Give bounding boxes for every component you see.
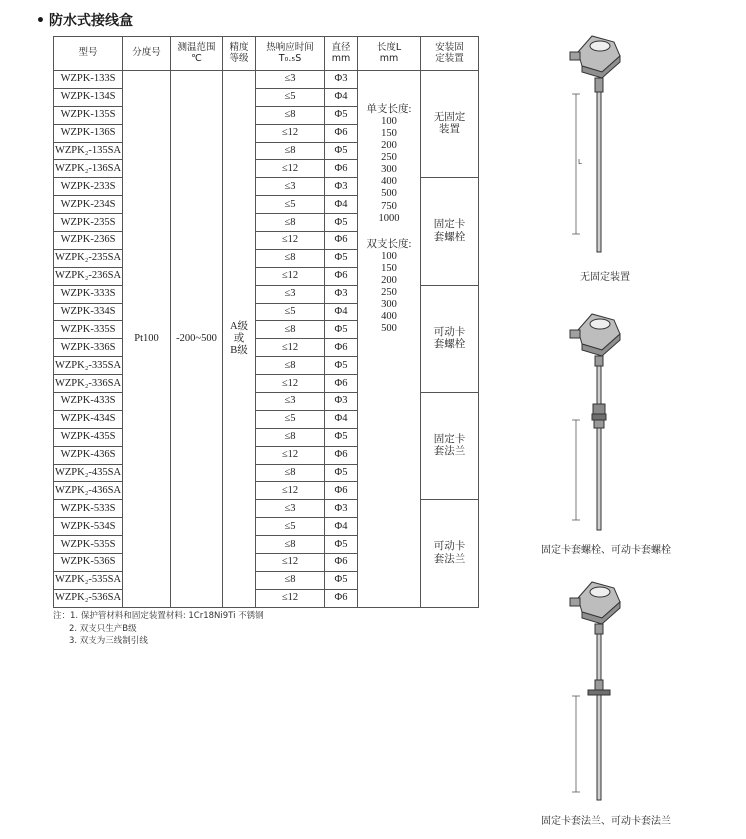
diameter-cell: Φ3 (325, 500, 358, 518)
model-cell: WZPK-336S (54, 339, 123, 357)
model-cell: WZPK-334S (54, 303, 123, 321)
response-cell: ≤12 (256, 446, 325, 464)
model-cell: WZPK-136S (54, 124, 123, 142)
single-length-value: 750 (381, 200, 397, 212)
double-length-value: 500 (381, 323, 397, 335)
accuracy-value: B级 (230, 344, 248, 356)
model-cell: WZPK-133S (54, 71, 123, 89)
header-length: 长度L mm (358, 37, 421, 71)
range-cell: -200~500 (171, 71, 223, 608)
diameter-cell: Φ3 (325, 285, 358, 303)
response-cell: ≤12 (256, 267, 325, 285)
diameter-cell: Φ4 (325, 303, 358, 321)
model-cell: WZPK₂-335SA (54, 357, 123, 375)
diameter-cell: Φ6 (325, 589, 358, 607)
model-cell: WZPK-233S (54, 178, 123, 196)
single-length-value: 200 (381, 140, 397, 152)
install-cell (421, 500, 479, 607)
response-cell: ≤3 (256, 393, 325, 411)
diameter-cell: Φ6 (325, 554, 358, 572)
response-cell: ≤8 (256, 464, 325, 482)
sensor-figure-flange (556, 568, 636, 806)
model-cell: WZPK₂-436SA (54, 482, 123, 500)
diameter-cell: Φ5 (325, 106, 358, 124)
single-length-value: 1000 (378, 212, 400, 224)
model-cell: WZPK₂-336SA (54, 375, 123, 393)
response-cell: ≤12 (256, 554, 325, 572)
response-cell: ≤12 (256, 339, 325, 357)
install-cell (421, 285, 479, 392)
table-row (54, 71, 479, 89)
response-cell: ≤3 (256, 71, 325, 89)
diameter-cell: Φ3 (325, 71, 358, 89)
double-length-value: 250 (381, 286, 397, 298)
accuracy-cell (223, 71, 256, 608)
response-cell: ≤8 (256, 321, 325, 339)
response-cell: ≤3 (256, 500, 325, 518)
single-length-value: 150 (381, 128, 397, 140)
response-cell: ≤8 (256, 106, 325, 124)
section-title-text: 防水式接线盒 (48, 13, 133, 29)
model-cell: WZPK₂-136SA (54, 160, 123, 178)
diameter-cell: Φ5 (325, 571, 358, 589)
response-cell: ≤12 (256, 482, 325, 500)
model-cell: WZPK₂-135SA (54, 142, 123, 160)
diameter-cell: Φ6 (325, 160, 358, 178)
double-length-value: 200 (381, 274, 397, 286)
model-cell: WZPK-533S (54, 500, 123, 518)
double-length-value: 400 (381, 311, 397, 322)
install-cell (421, 71, 479, 178)
response-cell: ≤8 (256, 249, 325, 267)
single-length-value: 100 (381, 116, 397, 128)
notes (53, 610, 264, 648)
install-text: 套法兰 (433, 553, 466, 565)
response-cell: ≤8 (256, 357, 325, 375)
model-cell: WZPK₂-236SA (54, 267, 123, 285)
response-cell: ≤12 (256, 160, 325, 178)
model-cell: WZPK-435S (54, 428, 123, 446)
accuracy-value: 或 (233, 332, 245, 344)
model-cell: WZPK-335S (54, 321, 123, 339)
diameter-cell: Φ4 (325, 196, 358, 214)
install-text: 套螺栓 (433, 338, 466, 350)
figure-caption: 固定卡套法兰、可动卡套法兰 (541, 816, 671, 827)
dimension-label: L (578, 158, 582, 166)
diameter-cell: Φ5 (325, 536, 358, 554)
diameter-cell: Φ6 (325, 482, 358, 500)
response-cell: ≤3 (256, 178, 325, 196)
response-cell: ≤8 (256, 571, 325, 589)
diameter-cell: Φ6 (325, 446, 358, 464)
notes-prefix: 注： (53, 611, 71, 621)
diameter-cell: Φ5 (325, 142, 358, 160)
diameter-cell: Φ5 (325, 214, 358, 232)
diameter-cell: Φ5 (325, 464, 358, 482)
model-cell: WZPK-536S (54, 554, 123, 572)
section-title (36, 10, 133, 30)
model-cell: WZPK-234S (54, 196, 123, 214)
install-text: 可动卡 (433, 326, 466, 338)
header-diameter: 直径 mm (325, 37, 358, 71)
model-cell: WZPK₂-536SA (54, 589, 123, 607)
header-index: 分度号 (123, 37, 171, 71)
accuracy-value: A级 (229, 320, 249, 332)
diameter-cell: Φ5 (325, 357, 358, 375)
header-row (54, 37, 479, 71)
response-cell: ≤12 (256, 589, 325, 607)
diameter-cell: Φ4 (325, 518, 358, 536)
install-cell (421, 178, 479, 285)
double-length-value: 100 (381, 250, 397, 262)
diameter-cell: Φ5 (325, 321, 358, 339)
model-cell: WZPK-333S (54, 285, 123, 303)
response-cell: ≤5 (256, 518, 325, 536)
diameter-cell: Φ6 (325, 339, 358, 357)
header-range: 测温范围 ℃ (171, 37, 223, 71)
header-accuracy: 精度 等级 (223, 37, 256, 71)
diameter-cell: Φ4 (325, 410, 358, 428)
model-cell: WZPK-535S (54, 536, 123, 554)
diameter-cell: Φ6 (325, 267, 358, 285)
header-model: 型号 (54, 37, 123, 71)
diameter-cell: Φ3 (325, 178, 358, 196)
double-length-value: 300 (381, 298, 397, 310)
response-cell: ≤8 (256, 536, 325, 554)
response-cell: ≤5 (256, 410, 325, 428)
length-cell (358, 71, 421, 608)
note-item: 2. 双支只生产B级 (69, 623, 137, 634)
response-cell: ≤12 (256, 232, 325, 250)
response-cell: ≤12 (256, 375, 325, 393)
model-cell: WZPK-236S (54, 232, 123, 250)
response-cell: ≤5 (256, 303, 325, 321)
install-text: 套螺栓 (433, 231, 466, 243)
figure-caption: 无固定装置 (580, 272, 630, 283)
install-text: 装置 (439, 124, 460, 136)
single-length-value: 500 (381, 188, 397, 200)
sensor-figure-clamp-bolt (556, 300, 636, 536)
response-cell: ≤8 (256, 428, 325, 446)
response-cell: ≤8 (256, 214, 325, 232)
response-cell: ≤3 (256, 285, 325, 303)
diameter-cell: Φ5 (325, 249, 358, 267)
response-cell: ≤12 (256, 124, 325, 142)
bullet-dot: • (36, 13, 45, 29)
model-cell: WZPK-135S (54, 106, 123, 124)
spec-table-body (54, 71, 479, 608)
model-cell: WZPK-134S (54, 88, 123, 106)
note-item: 注：1. 保护管材料和固定装置材料: 1Cr18Ni9Ti 不锈钢 (53, 611, 264, 621)
install-text: 无固定 (433, 112, 466, 124)
length-gap (358, 225, 420, 239)
model-cell: WZPK-235S (54, 214, 123, 232)
response-cell: ≤5 (256, 88, 325, 106)
model-cell: WZPK₂-235SA (54, 249, 123, 267)
diameter-cell: Φ4 (325, 88, 358, 106)
diameter-cell: Φ6 (325, 375, 358, 393)
double-length-label: 双支长度: (366, 238, 412, 250)
response-cell: ≤8 (256, 142, 325, 160)
install-cell (421, 393, 479, 500)
note-item: 3. 双支为三线制引线 (69, 636, 148, 646)
header-response: 热响应时间 T₀.₅S (256, 37, 325, 71)
diameter-cell: Φ6 (325, 124, 358, 142)
model-cell: WZPK-433S (54, 393, 123, 411)
diameter-cell: Φ6 (325, 232, 358, 250)
response-cell: ≤5 (256, 196, 325, 214)
model-cell: WZPK₂-435SA (54, 464, 123, 482)
sensor-figure-no-fixing (556, 22, 636, 262)
diameter-cell: Φ3 (325, 393, 358, 411)
model-cell: WZPK₂-535SA (54, 571, 123, 589)
spec-table (53, 36, 479, 608)
install-text: 套法兰 (433, 446, 466, 458)
index-cell: Pt100 (123, 71, 171, 608)
model-cell: WZPK-534S (54, 518, 123, 536)
single-length-value: 250 (381, 152, 397, 164)
single-length-label: 单支长度: (366, 104, 412, 115)
single-length-value: 300 (381, 164, 397, 176)
double-length-value: 150 (381, 262, 397, 274)
diameter-cell: Φ5 (325, 428, 358, 446)
model-cell: WZPK-434S (54, 410, 123, 428)
install-text: 可动卡 (433, 541, 466, 553)
header-install: 安装固 定装置 (421, 37, 479, 71)
install-text: 固定卡 (433, 219, 466, 231)
model-cell: WZPK-436S (54, 446, 123, 464)
figure-caption: 固定卡套螺栓、可动卡套螺栓 (541, 545, 671, 556)
single-length-value: 400 (381, 176, 397, 188)
install-text: 固定卡 (433, 434, 466, 446)
